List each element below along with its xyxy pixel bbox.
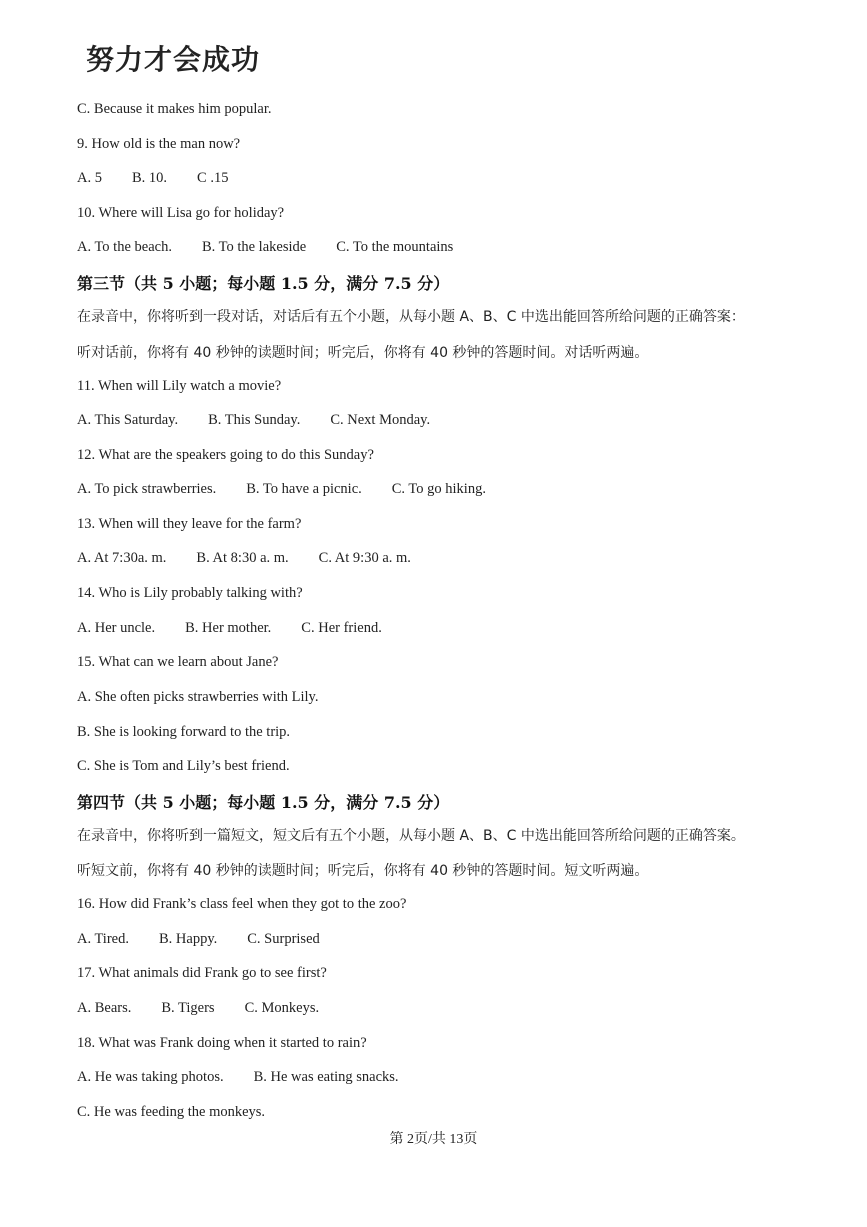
question-18-option-c: C. He was feeding the monkeys. [77,1104,266,1120]
option-a: A. He was taking photos. [77,1069,224,1085]
question-16-options [77,931,320,948]
option-a: A. This Saturday. [77,412,179,428]
option-b: B. To the lakeside [201,239,307,255]
option-c: C .15 [197,170,229,186]
question-15: 15. What can we learn about Jane? [77,654,279,670]
question-9-options [77,170,228,187]
page-number: 第 2页/共 13页 [389,1132,478,1147]
question-13-options [77,550,411,567]
question-8-option-c: C. Because it makes him popular. [77,101,272,117]
option-b: B. 10. [131,170,168,186]
section-3-instructions-2: 听对话前，你将有 40 秒钟的读题时间；听完后，你将有 40 秒钟的答题时间。对话听两遍。 [77,345,649,361]
question-15-option-a: A. She often picks strawberries with Lily. [77,689,319,705]
question-10: 10. Where will Lisa go for holiday? [77,205,285,221]
option-a: A. At 7:30a. m. [77,550,167,566]
option-c: C. Surprised [247,931,320,947]
question-12-options [77,481,486,498]
question-13: 13. When will they leave for the farm? [77,516,302,532]
section-3-heading: 第三节（共 5 小题；每小题 1.5 分，满分 7.5 分） [77,274,450,293]
option-b: B. Her mother. [185,620,272,636]
option-a: A. Tired. [77,931,129,947]
question-18: 18. What was Frank doing when it started to rain? [77,1035,367,1051]
option-c: C. Her friend. [301,620,382,636]
question-11-options [77,412,430,429]
option-a: A. To pick strawberries. [77,481,217,497]
question-15-option-c: C. She is Tom and Lily’s best friend. [77,758,290,774]
option-b: B. To have a picnic. [246,481,362,497]
question-14: 14. Who is Lily probably talking with? [77,585,303,601]
question-17-options [77,1000,319,1017]
option-a: A. Bears. [77,1000,132,1016]
option-c: C. To go hiking. [391,481,486,497]
section-4-heading: 第四节（共 5 小题；每小题 1.5 分，满分 7.5 分） [77,793,450,812]
section-4-instructions-2: 听短文前，你将有 40 秒钟的读题时间；听完后，你将有 40 秒钟的答题时间。短文听两遍。 [77,863,649,879]
option-c: C. To the mountains [336,239,454,255]
option-b: B. Tigers [161,1000,215,1016]
header-slogan: 努力才会成功 [86,43,261,76]
section-3-instructions-1: 在录音中，你将听到一段对话，对话后有五个小题，从每小题 A、B、C 中选出能回答所给问题的正确答案： [77,309,745,325]
question-17: 17. What animals did Frank go to see first? [77,965,327,981]
option-c: C. Monkeys. [244,1000,320,1016]
question-18-options [77,1069,399,1086]
option-a: A. Her uncle. [77,620,156,636]
question-11: 11. When will Lily watch a movie? [77,378,282,394]
question-14-options [77,620,382,637]
option-b: B. This Sunday. [208,412,301,428]
option-c: C. Next Monday. [330,412,431,428]
option-a: A. 5 [77,170,102,186]
option-c: C. At 9:30 a. m. [318,550,411,566]
question-10-options [77,239,453,256]
question-15-option-b: B. She is looking forward to the trip. [77,724,291,740]
section-4-instructions-1: 在录音中，你将听到一篇短文，短文后有五个小题，从每小题 A、B、C 中选出能回答所给问题的正确答案。 [77,828,745,844]
question-9: 9. How old is the man now? [77,136,241,152]
option-a: A. To the beach. [77,239,172,255]
option-b: B. Happy. [158,931,218,947]
option-b: B. He was eating snacks. [253,1069,399,1085]
question-16: 16. How did Frank’s class feel when they got to the zoo? [77,896,407,912]
question-12: 12. What are the speakers going to do this Sunday? [77,447,374,463]
option-b: B. At 8:30 a. m. [196,550,289,566]
